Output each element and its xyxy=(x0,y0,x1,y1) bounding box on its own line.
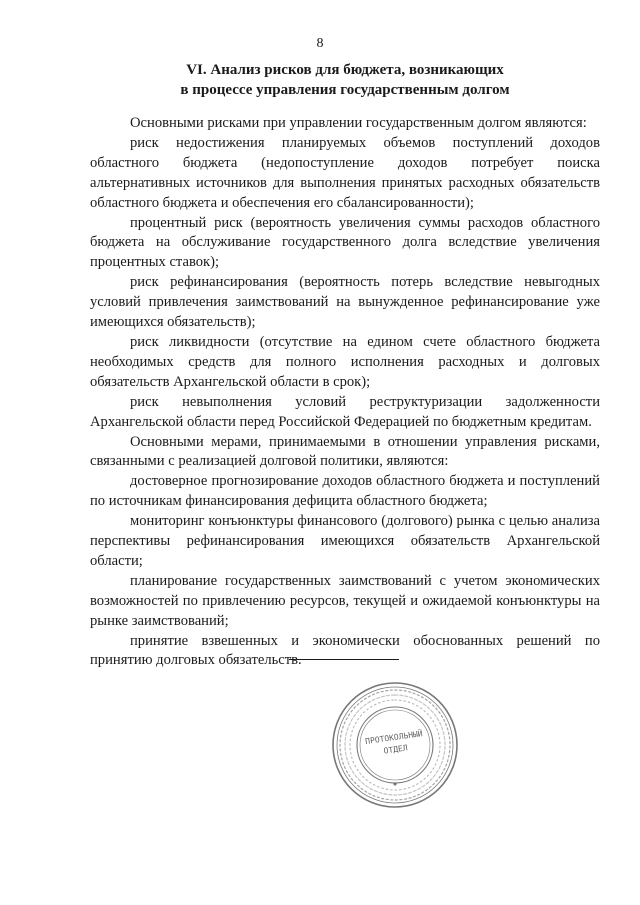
paragraph: процентный риск (вероятность увеличения суммы расходов областного бюджета на обслуживание государственного долга вследствие увеличения процентных ставок); xyxy=(90,214,600,271)
paragraph: риск недостижения планируемых объемов поступлений доходов областного бюджета (недопоступление доходов потребует поиска альтернативных источников для выполнения принятых расходных обязательств областного бюджета и обеспечения его сбалансированности); xyxy=(90,134,600,211)
official-seal xyxy=(330,680,460,810)
section-heading-line-1: VI. Анализ рисков для бюджета, возникающих xyxy=(186,62,504,78)
document-body xyxy=(90,114,600,671)
paragraph: принятие взвешенных и экономически обоснованных решений по принятию долговых обязательств. xyxy=(90,632,600,669)
paragraph: риск ликвидности (отсутствие на едином счете областного бюджета необходимых средств для полного исполнения расходных и долговых обязательств Архангельской области в срок); xyxy=(90,333,600,390)
seal-center-text-line-2: ОТДЕЛ xyxy=(383,743,409,756)
paragraph: Основными рисками при управлении государственным долгом являются: xyxy=(130,115,587,131)
paragraph: достоверное прогнозирование доходов областного бюджета и поступлений по источникам финансирования дефицита областного бюджета; xyxy=(90,473,600,510)
section-heading xyxy=(90,60,600,100)
seal-stamp-graphic xyxy=(330,680,460,810)
paragraph: мониторинг конъюнктуры финансового (долгового) рынка с целью анализа перспективы рефинансирования имеющихся обязательств Архангельской области; xyxy=(90,513,600,569)
paragraph: планирование государственных заимствований с учетом экономических возможностей по привлечению ресурсов, текущей и ожидаемой конъюнктуры на рынке заимствований; xyxy=(90,572,600,629)
paragraph: риск невыполнения условий реструктуризации задолженности Архангельской области перед Российской Федерацией по бюджетным кредитам. xyxy=(90,393,600,430)
section-heading-line-2: в процессе управления государственным долгом xyxy=(180,82,510,98)
seal-center-text-line-1: ПРОТОКОЛЬНЫЙ xyxy=(364,729,424,747)
paragraph: Основными мерами, принимаемыми в отношении управления рисками, связанными с реализацией долговой политики, являются: xyxy=(90,433,600,470)
paragraph: риск рефинансирования (вероятность потерь вследствие невыгодных условий привлечения заимствований на вынужденное рефинансирование уже имеющихся обязательств); xyxy=(90,274,600,331)
end-divider xyxy=(289,659,399,660)
page-number: 8 xyxy=(316,36,324,51)
